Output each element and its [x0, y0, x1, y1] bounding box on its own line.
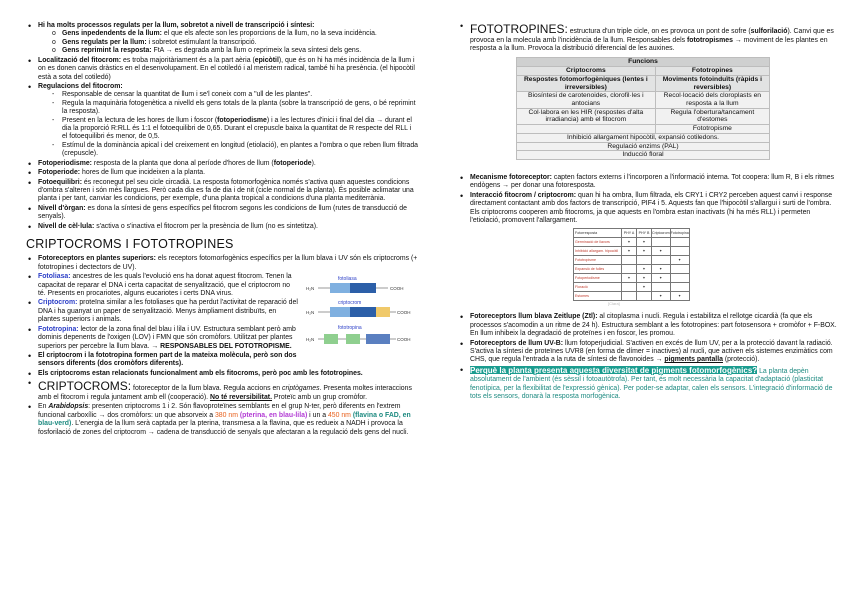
watermark: [Clara] [608, 301, 620, 307]
table-title: Funcions [517, 58, 770, 67]
list-item: • Fotoreceptors en plantes superiors: els receptors fotomorfogènics específics per la llum blava i UV són els criptocroms (+ fototropines i dectectors de UV). [26, 255, 418, 272]
right-column [458, 22, 838, 403]
fotoliasa-label: • fotoliasa [338, 276, 357, 283]
bullet-list-4 [458, 174, 838, 226]
domain-block [350, 283, 376, 293]
list-item: • Fotoperiodisme: resposta de la planta que dona al període d'hores de llum (fotoperiode). [26, 160, 418, 168]
funcions-table [516, 57, 770, 159]
sub-item: - Regula la maquinària fotogenètica a nivelld els gens totals de la planta (sobre la transcripció de gens, o bé reprimint la resposta). [50, 100, 418, 117]
table-row: Fotorresposta PHY A PHY B Criptocrom Fototropina [574, 229, 690, 238]
table-row: Fototropisme [517, 125, 770, 134]
sub-item: - Present en la lectura de les hores de llum i foscor (fotoperiodisme) i a les lectures d'inici i final del dia → durant el dia la proporció R:RLL és 1:1 el fotoequilibri de 0,65. Durant el crepuscle baixa la quantitat de R respecte del RLL i el fotoequilibri és menor, de 0,5. [50, 117, 418, 142]
table-row: Expansió de fulles ✦ ✦ [574, 265, 690, 274]
list-item: • FOTOTROPINES: estructura d'un triple cicle, on es provoca un pont de sofre (sulforilació). Canvi que es provoca en la molecula amb l'incidència de la llum. Responsables dels fototropismes → moviment de les plantes en resposta a la llum. Provoca la distribució diferencial de les auxines. [458, 22, 838, 53]
list-item: • Fototropina: lector de la zona final del blau i lila i UV. Estructura semblant però amb dominis depenents de l'oxigen (LOV) i FMN que són cromòfors. Utilitzat per plantes superiors per percebre la llum blava. → RESPONSABLES DEL FOTOTROPISME. [26, 326, 418, 351]
table-row: Regulació enzims (PAL) [517, 142, 770, 151]
bullet-list-3 [458, 22, 838, 53]
list-item: • Els criptocroms estan relacionats funcionalment amb els fitocroms, però poc amb les fototropines. [26, 370, 418, 378]
h2n-label: H₂N [306, 286, 315, 292]
list-item: • Criptocrom: proteïna similar a les fotoliases que ha perdut l'activitat de reparació del DNA i ha guanyat un paper de senyalització. Menys àmpliament distribuïts, en plantes superiors i animals. [26, 299, 418, 324]
list-item: • Fotoreceptors de llum UV-B: llum fotoperjudicial. S'activen en excés de llum UV, per a la protecció davant la radiació. S'activa la síntesi de proteïnes UVR8 (en forma de dímer = inactives) al nucli, que activen els sistemes enzimàtics com CHS, que regula l'entrada a la ruta de síntesi de flavonoides → pigments pantalla (protecció). [458, 340, 838, 365]
sub-item: o Gens reprimint la resposta: FtA → es degrada amb la llum o reprimeix la seva síntesi dels gens. [50, 47, 418, 55]
list-item: • Mecanisme fotoreceptor: capten factors externs i l'incorporen a l'informació interna. Tot coopera: llum R, B i els ritmes endògens → per donar una fotoresposta. [458, 174, 838, 191]
table-row: Inducció floral [517, 151, 770, 160]
table-header: Fototropines [655, 67, 769, 76]
list-item: • El criptocrom i la fototropina formen part de la mateixa molècula, però son dos sensors diferents (dos cromòfors diferents). [26, 352, 418, 369]
list-item: • Localització del fitocrom: es troba majoritàriament és a la part aèria (epicòtil), que és on hi ha més incidència de la llum i on es donen canvis dràstics en el desenvolupament. En el cotiledó i al meristem radical, també hi ha presència. (el hipocòtil està a sota del cotiledó) [26, 57, 418, 82]
table-header: Criptocroms [517, 67, 656, 76]
left-column [26, 22, 418, 438]
list-item: • Fotoreceptors llum blava Zeitlupe (Ztl): al citoplasma i nucli. Regula i estabilitza el rellotge cicardià (fa que els processos s'acomodin a un ritme de 24 h). Estructura semblant a les fototropines: part fotosensora + cromòfor + F-BOX. En llum inhibeix la degradació de proteïnes i en foscor, les promou. [458, 313, 838, 338]
list-item: • Nivell d'òrgan: es dona la síntesi de gens específics pel fitocrom segons les condicions de llum (rutes de transducció de senyals). [26, 205, 418, 222]
table-row: Biosíntesi de carotenoides, clorofil·les i antocians Recol·locació dels cloroplasts en resposta a la llum [517, 92, 770, 108]
h2n-label: H₂N [306, 310, 315, 316]
table-row: Germinació de llavors ✦ ✦ [574, 238, 690, 247]
table-subheader: Moviments fotoinduïts (ràpids i reversibles) [655, 75, 769, 91]
section-heading: CRIPTOCROMS I FOTOTROPINES [26, 237, 234, 252]
fototropina-label: fototropina [338, 325, 362, 332]
table-row: Col·labora en les HIR (respostes d'alta irradiancia) amb el fitocrom Regula l'obertura/tancament d'estomes [517, 108, 770, 124]
sub-item: - Estímul de la dominància apical i del creixement en longitud (etiolació), en plantes a l'ombra o que reben llum filtrada (crepuscle). [50, 142, 418, 159]
bullet-list-2 [26, 255, 418, 437]
sub-item: - Responsable de censar la quantitat de llum i se'l coneix com a "ull de les plantes". [50, 91, 418, 99]
list-item: • Interacció fitocrom / criptocrom: quan hi ha ombra, llum filtrada, els CRY1 i CRY2 perceben aquest canvi i response directament contactant amb dos factors de transcripció, PIF4 i 5. Aquests fan que l'hipocòtil s'allargui i surti de l'ombra. Els criptocroms cooperen amb fitocroms, ja que aquests en l'ombra estan inactivats (hi ha més RLL) i permeten l'etiolació, promovent l'allargament. [458, 192, 838, 226]
bullet-list-1 [26, 22, 418, 231]
photoreceptor-matrix [573, 228, 690, 301]
table-row: Fototropisme ✦ [574, 256, 690, 265]
list-item: • Hi ha molts processos regulats per la llum, sobretot a nivell de transcripció i síntesi: o Gens inpedendents de la llum: el que els afecte son les proporcions de la llum, no la seva incidència. o Gens regulats per la llum: i sobretot estimulant la transcripció. o Gens reprimint la resposta: FtA → es degrada amb la llum o reprimeix la seva síntesi dels gens. [26, 22, 418, 56]
list-item: • CRIPTOCROMS: fotoreceptor de la llum blava. Regula accions en criptògames. Presenta moltes interaccions amb el fitocrom i regula juntament amb ell (cooperació). No té reversibilitat. Proteïc amb un grup cromòfor. [26, 379, 418, 402]
list-item: • fotoliasa H₂N COOH criptocrom H₂N COOH fototropina H₂N COOH Fotoliasa: ancestres de les quals l'evolució ens ha donat aquest fitocrom. Tenen la capacitat de reparar el DNA i certa capacitat de senyalització, que el criptocrom no té. Presents en procariotes, alguns eucariotes i certs DNA virus. [26, 273, 418, 298]
cooh-label: COOH [390, 286, 404, 292]
table-row: Floració ✦ [574, 283, 690, 292]
list-item: • Perquè la planta presenta aquesta diversitat de pigments fotomorfogènics? La planta depèn absolutament de l'ambient (és sèssil i fotoautòtrofa). Per tant, és molt necessària la capacitat d'adaptació (plasticitat fenotípica, per la flexibilitat de l'expressió gènica). Per poder-se adaptar, calen els sensors. L'integració d'informació de tots els sensors, donarà la resposta morfogènica. [458, 366, 838, 402]
table-row: Inhibició allargam. hipocòtil ✦ ✦ ✦ [574, 247, 690, 256]
sub-item: o Gens inpedendents de la llum: el que els afecte son les proporcions de la llum, no la seva incidència. [50, 30, 418, 38]
h2n-label: H₂N [306, 337, 315, 343]
list-item: • Regulacions del fitocrom: - Responsable de censar la quantitat de llum i se'l coneix com a "ull de les plantes". - Regula la maquinària fotogenètica a nivelld els gens totals de la planta (sobre la transcripció de gens, o bé reprimint la resposta). - Present en la lectura de les hores de llum i foscor (fotoperiodisme) i a les lectures d'inici i final del dia → durant el dia la proporció R:RLL és 1:1 el fotoequilibri de 0,65. Durant el crepuscle baixa la quantitat de R respecte del RLL i el fotoequilibri és menor, de 0,5. - Estímul de la dominància apical i del creixement en longitud (etiolació), en plantes a l'ombra o que reben llum filtrada (crepuscle). [26, 83, 418, 159]
list-item: • En Arabidopsis: presenten criptocroms 1 i 2. Són flavoproteïnes semblants en el grup N-ter, però diferents en l'extrem funcional carboxílic → dos cromòfors: un que absorveix a 380 nm (pterina, en blau-lila) i un a 450 nm (flavina o FAD, en blau-verd). L'energia de la llum serà captada per la pterina, transmesa a la flavina, que es redueix a NADH i provoca la fosforilació de zones del criptocrom → cadena de transducció de senyals que afectaran a la regulació dels gens del nucli. [26, 403, 418, 437]
cooh-label: COOH [397, 337, 411, 343]
list-item: • Fotoequilibri: és reconegut pel seu cicle circadià. La resposta fotomorfogènica només s'activa quan aquestes condicions d'ombra s'alteren i són més llargues. Però cada dia es fa de dia i de nit (cicle normal de la planta). És posible aclimatar una planta i per tant, canviar les condicions, per exemple, d'una planta tropical a condicions d'una planta mediterrània. [26, 179, 418, 204]
highlighted-question: Perquè la planta presenta aquesta diversitat de pigments fotomorfogènics? [470, 365, 758, 375]
table-row: Inhibició allargament hipocòtil, expansió cotiledons. [517, 133, 770, 142]
list-item: • Nivell de cèl·lula: s'activa o s'inactiva el fitocrom per la presència de llum (no es sintetitza). [26, 223, 418, 231]
table-row: Fotoperiodisme ✦ ✦ ✦ [574, 274, 690, 283]
table-row: Estomes ✦ ✦ [574, 292, 690, 301]
cooh-label: COOH [397, 310, 411, 316]
list-item: • Fotoperiode: hores de llum que incideixen a la planta. [26, 169, 418, 177]
bullet-list-5 [458, 313, 838, 401]
table-subheader: Respostes fotomorfogèniques (lentes i irreversibles) [517, 75, 656, 91]
sub-item: o Gens regulats per la llum: i sobretot estimulant la transcripció. [50, 39, 418, 47]
domain-block [330, 283, 350, 293]
criptocrom-label: criptocrom [338, 300, 362, 307]
